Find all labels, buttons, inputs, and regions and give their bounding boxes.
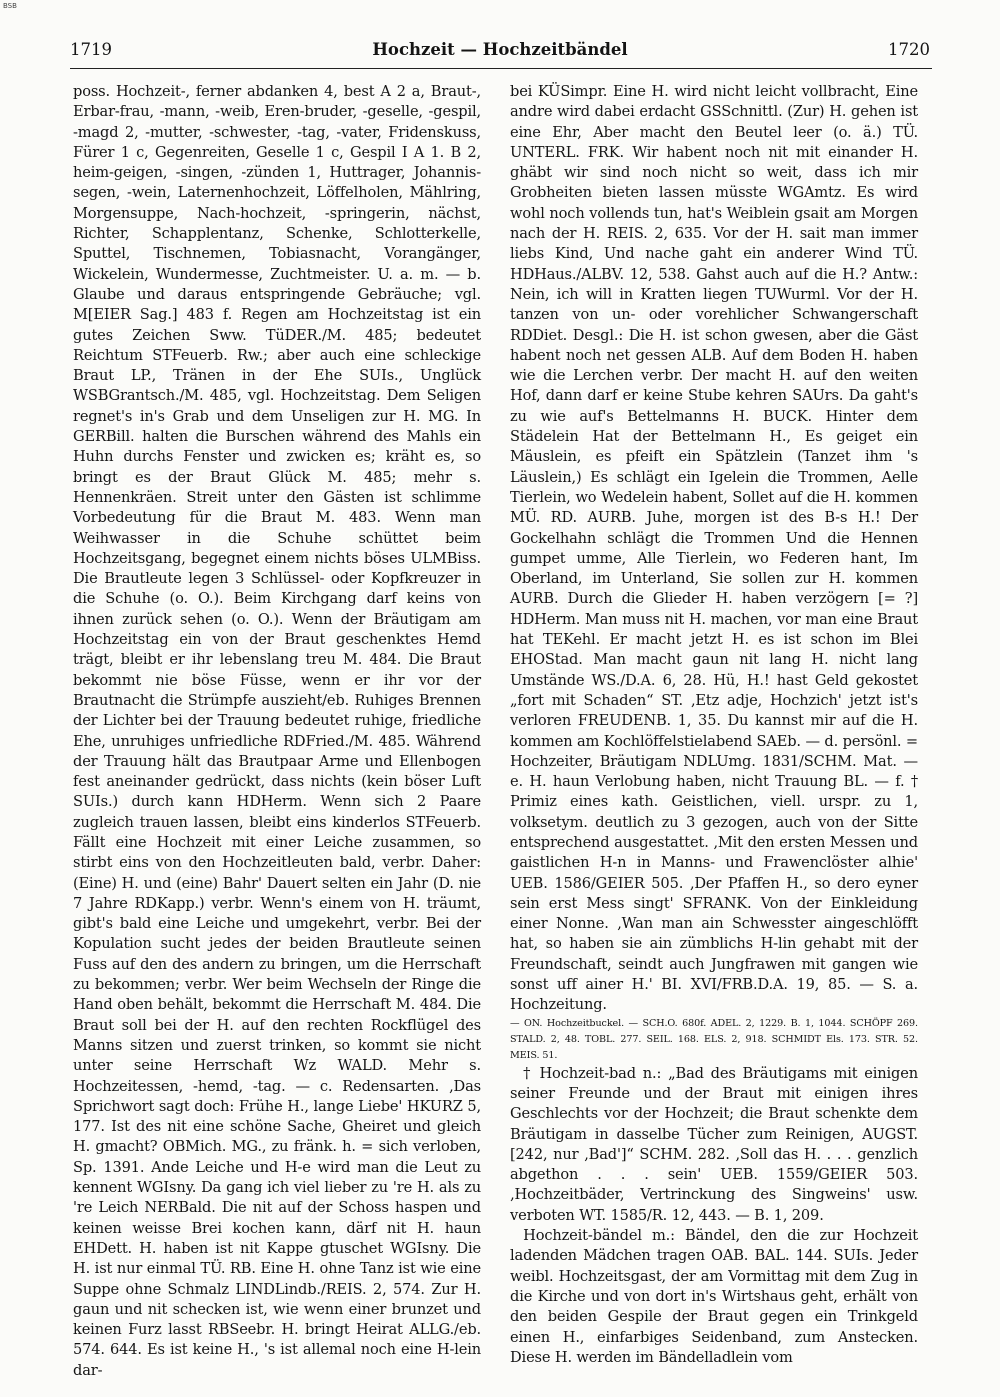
page-header [70, 40, 930, 64]
library-stamp: BSB [3, 2, 17, 10]
entry-text: bei KÜSimpr. Eine H. wird nicht leicht vollbracht, Eine andre wird dabei erdacht GSSchnittl. (Zur) H. gehen ist eine Ehr, Aber macht den Beutel leer (o. ä.) TÜ. UNTERL. FRK. Wir habent noch nit mit einander H. ghäbt wir sind noch nicht so weit, dass ich mir Grobheiten bieten lassen müsste WGAmtz. Es wird wohl noch vollends tun, hat's Weiblein gsait am Morgen nach der H. REIS. 2, 635. Vor der H. sait man immer liebs Kind, Und nache gaht ein anderer Wind TÜ. HDHaus./ALBV. 12, 538. Gahst auch auf die H.? Antw.: Nein, ich will in Kratten liegen TUWurml. Vor der H. tanzen von un- oder vorehlicher Schwangerschaft RDDiet. Desgl.: Die H. ist schon gwesen, aber die Gäst habent noch net gessen ALB. Auf dem Boden H. haben wie die Lerchen verbr. Der macht H. auf den weiten Hof, dann darf er keine Stube kehren SAUrs. Da gaht's zu wie auf's Bettelmanns H. BUCK. Hinter dem Städelein Hat der Bettelmann H., Es geiget ein Mäuslein, es pfeift ein Spätzlein (Tanzet ihm 's Läuslein,) Es schlägt ein Igelein die Trommen, Aelle Tierlein, wo Wedelein habent, Sollet auf die H. kommen MÜ. RD. AURB. Juhe, morgen ist des B-s H.! Der Gockelhahn schlägt die Trommen Und die Hennen gumpet umme, Alle Tierlein, wo Federen hant, Im Oberland, im Unterland, Sie sollen zur H. kommen AURB. Durch die Glieder H. haben verzögern [= ?] HDHerm. Man muss nit H. machen, vor man eine Braut hat TEKehl. Er macht jetzt H. es ist schon im Blei EHOStad. Man macht gaun nit lang H. nicht lang Umstände WS./D.A. 6, 28. Hü, H.! hast Geld gekostet „fort mit Schaden“ ST. ‚Etz adje, Hochzich' jetzt ist's verloren FREUDENB. 1, 35. Du kannst mir auf die H. kommen am Kochlöffelstielabend SAEb. — d. persönl. = Hochzeiter, Bräutigam NDLUmg. 1831/SCHM. Mat. — e. H. haun Verlobung haben, nicht Trauung BL. — f. † Primiz eines kath. Geistlichen, viell. urspr. zu 1, volksetym. deutlich zu 3 gezogen, auch von der Sitte entsprechend ausgestattet. ‚Mit den ersten Messen und gaistlichen H-n in Manns- und Frawenclöster alhie' UEB. 1586/GEIER 505. ‚Der Pfaffen H., so dero eyner sein erst Mess singt' SFRANK. Von der Einkleidung einer Nonne. ‚Wan man ain Schwesster aingeschlöfft hat, so haben sie ain zümblichs H-lin gehabt mit der Freundschaft, seindt auch Jungfrawen mit gangen wie sonst uff ainer H.' BI. XVI/FRB.D.A. 19, 85. — S. a. Hochzeitung. [510, 83, 918, 1014]
entry-hochzeit-baendel: Hochzeit-bändel m.: Bändel, den die zur Hochzeit ladenden Mädchen tragen OAB. BAL. 144. SUIs. Jeder weibl. Hochzeitsgast, der am Vormittag mit dem Zug in die Kirche und von dort in's Wirtshaus geht, erhält von den beiden Gespile der Braut gegen ein Trinkgeld einen H., einfarbiges Seidenband, zum Anstecken. Diese H. werden im Bändelladlein vom [510, 1227, 918, 1366]
references-block: — ON. Hochzeitbuckel. — SCH.O. 680f. ADEL. 2, 1229. B. 1, 1044. SCHÖPF 269. STALD. 2, 48. TOBL. 277. SEIL. 168. ELS. 2, 918. SCHMIDT Els. 173. STR. 52. MEIS. 51. [510, 1017, 918, 1061]
page-number-left: 1719 [70, 40, 112, 59]
header-rule [70, 68, 932, 69]
page-number-right: 1720 [888, 40, 930, 59]
left-column [73, 82, 481, 1379]
entry-hochzeit-bad: † Hochzeit-bad n.: „Bad des Bräutigams mit einigen seiner Freunde und der Braut mit einigen ihres Geschlechts vor der Hochzeit; die Braut schenkte dem Bräutigam in dasselbe Tücher zum Reinigen, AUGST. [242, nur ‚Bad']“ SCHM. 282. ‚Soll das H. . . . genzlich abgethon . . . sein' UEB. 1559/GEIER 503. ‚Hochzeitbäder, Vertrinckung des Singweins' usw. verboten WT. 1585/R. 12, 443. — B. 1, 209. [510, 1064, 918, 1224]
right-column [510, 82, 918, 1366]
running-title: Hochzeit — Hochzeitbändel [372, 40, 628, 59]
entry-text: poss. Hochzeit-, ferner abdanken 4, best A 2 a, Braut-, Erbar-frau, -mann, -weib, Eren-bruder, -geselle, -gespil, -magd 2, -mutter, -schwester, -tag, -vater, Fridenskuss, Fürer 1 c, Gegenreiten, Geselle 1 c, Gespil I A 1. B 2, heim-geigen, -singen, -zünden 1, Huttrager, Johannis-segen, -wein, Laternenhochzeit, Löffelholen, Mählring, Morgensuppe, Nach-hochzeit, -springerin, nächst, Richter, Schapplentanz, Schenke, Schlotterkelle, Sputtel, Tischnemen, Tobiasnacht, Vorangänger, Wickelein, Wundermesse, Zuchtmeister. U. a. m. — b. Glaube und daraus entspringende Gebräuche; vgl. M[EIER Sag.] 483 f. Regen am Hochzeitstag ist ein gutes Zeichen Sww. TüDER./M. 485; bedeutet Reichtum STFeuerb. Rw.; aber auch eine schleckige Braut LP., Tränen in der Ehe SUIs., Unglück WSBGrantsch./M. 485, vgl. Hochzeitstag. Dem Seligen regnet's in's Grab und dem Unseligen zur H. MG. In GERBill. halten die Burschen während des Mahls ein Huhn durchs Fenster und zwicken es; kräht es, so bringt es der Braut Glück M. 485; mehr s. Hennenkräen. Streit unter den Gästen ist schlimme Vorbedeutung für die Braut M. 483. Wenn man Weihwasser in die Schuhe schüttet beim Hochzeitsgang, begegnet einem nichts böses ULMBiss. Die Brautleute legen 3 Schlüssel- oder Kopfkreuzer in die Schuhe (o. O.). Beim Kirchgang darf keins von ihnen zurück sehen (o. O.). Wenn der Bräutigam am Hochzeitstag ein von der Braut geschenktes Hemd trägt, bleibt er ihr lebenslang treu M. 484. Die Braut bekommt nie böse Füsse, wenn er ihr vor der Brautnacht die Strümpfe auszieht/eb. Ruhiges Brennen der Lichter bei der Trauung bedeutet ruhige, friedliche Ehe, unruhiges unfriedliche RDFried./M. 485. Während der Trauung hält das Brautpaar Arme und Ellenbogen fest aneinander gedrückt, dass nichts (kein böser Luft SUIs.) durch kann HDHerm. Wenn sich 2 Paare zugleich trauen lassen, bleibt eins kinderlos STFeuerb. Fällt eine Hochzeit mit einer Leiche zusammen, so stirbt eins von den Hochzeitleuten bald, verbr. Daher: (Eine) H. und (eine) Bahr' Dauert selten ein Jahr (D. nie 7 Jahre RDKapp.) verbr. Wenn's einem von H. träumt, gibt's bald eine Leiche und umgekehrt, verbr. Bei der Kopulation sucht jedes der beiden Brautleute seinen Fuss auf den des andern zu bringen, um die Herrschaft zu bekommen; verbr. Wer beim Wechseln der Ringe die Hand oben behält, bekommt die Herrschaft M. 484. Die Braut soll bei der H. auf den rechten Rockflügel des Manns sitzen und zuerst trinken, so kommt sie nicht unter seine Herrschaft Wz WALD. Mehr s. Hochzeitessen, -hemd, -tag. — c. Redensarten. ‚Das Sprichwort sagt doch: Frühe H., lange Liebe' HKURZ 5, 177. Ist des nit eine schöne Sache, Gheiret und gleich H. gmacht? OBMich. MG., zu fränk. h. = sich verloben, Sp. 1391. Ande Leiche und H-e wird man die Leut zu kennent WGIsny. Da gang ich viel lieber zu 're H. als zu 're Leich NERBald. Die nit auf der Schoss haspen und keinen weisse Brei kochen kann, därf nit H. haun EHDett. H. haben ist nit Kappe gtuschet WGIsny. Die H. ist nur einmal TÜ. RB. Eine H. ohne Tanz ist wie eine Suppe ohne Schmalz LINDLindb./REIS. 2, 574. Zur H. gaun und nit schecken ist, wie wenn einer brunzet und keinen Furz lasst RBSeebr. H. bringt Heirat ALLG./eb. 574. 644. Es ist keine H., 's ist allemal noch eine H-lein dar- [73, 83, 481, 1379]
